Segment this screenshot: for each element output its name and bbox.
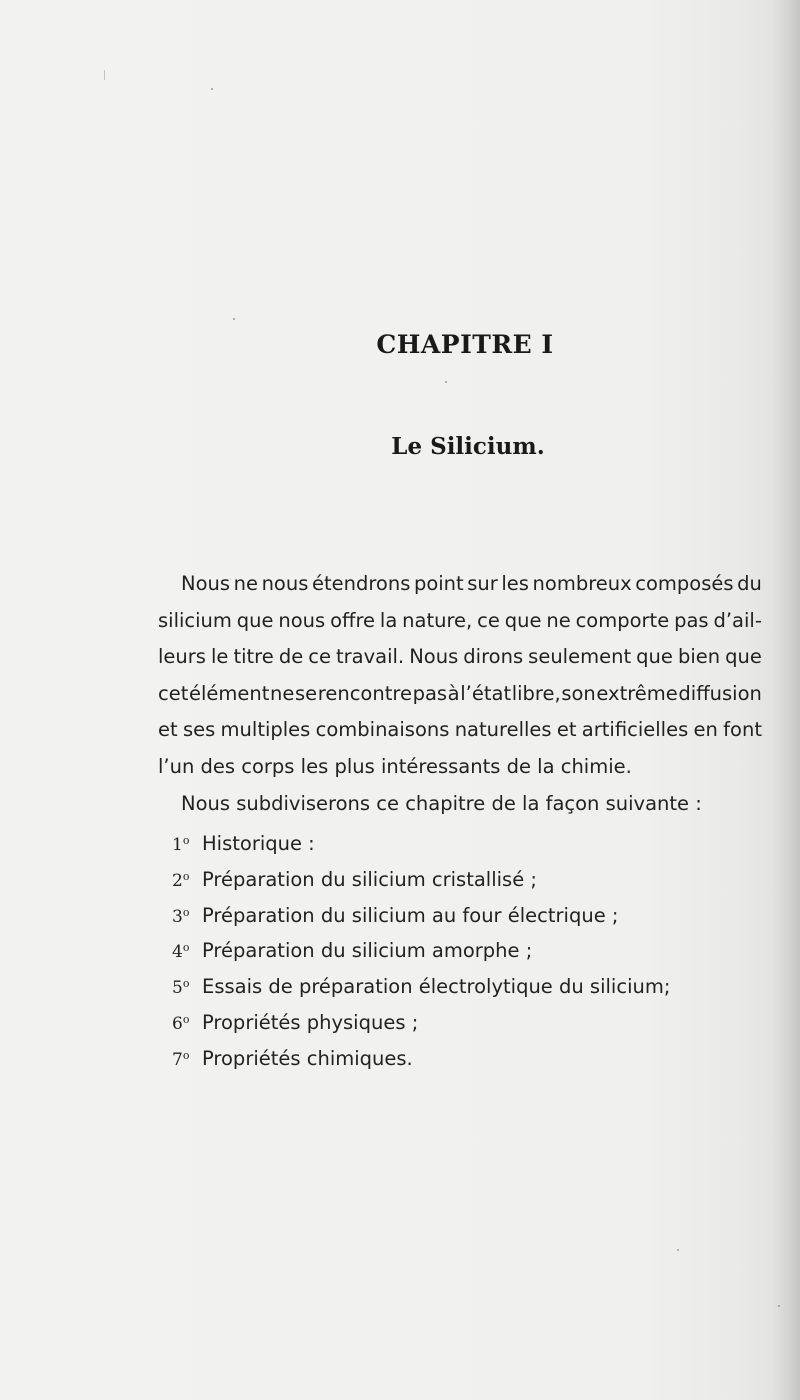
- outline-item: [172, 823, 670, 859]
- paper-speck: [445, 381, 447, 383]
- item-text: Propriétés physiques ;: [202, 1010, 419, 1034]
- word: ne: [270, 681, 295, 705]
- item-number: 1$^o$: [172, 834, 190, 855]
- word: seulement: [528, 645, 632, 669]
- paragraph-line: [158, 603, 762, 640]
- word: élément: [188, 681, 270, 705]
- item-number: 6$^o$: [172, 1012, 190, 1034]
- word: extrême: [596, 681, 678, 705]
- word: bien: [677, 645, 721, 669]
- word: font: [723, 718, 762, 742]
- chapter-outline: [172, 823, 670, 1074]
- word: Nous: [409, 645, 459, 669]
- word: leurs: [158, 645, 206, 669]
- paper-speck: [677, 1249, 679, 1251]
- word: nous: [261, 572, 309, 595]
- word: dirons: [463, 645, 524, 669]
- outline-item: [172, 930, 670, 966]
- word: nombreux: [532, 572, 632, 595]
- outline-item: [172, 1038, 670, 1074]
- word: que: [725, 645, 762, 669]
- word: combinaisons: [315, 718, 450, 742]
- paragraph-line: [158, 676, 762, 713]
- word: ses: [182, 718, 216, 742]
- outline-item: [172, 966, 670, 1002]
- word: sur: [467, 572, 498, 595]
- word: Nous: [181, 572, 231, 595]
- word: nous: [278, 608, 326, 632]
- paper-speck: [233, 318, 235, 320]
- word: de: [278, 645, 304, 669]
- word: point: [413, 572, 464, 595]
- item-text: Historique :: [202, 832, 315, 855]
- word: pas: [674, 608, 709, 632]
- word: que: [636, 645, 673, 669]
- word: et: [556, 718, 577, 742]
- item-number: 7$^o$: [172, 1048, 190, 1070]
- word: libre,: [511, 681, 561, 705]
- word: artificielles: [581, 718, 689, 742]
- outline-item: [172, 859, 670, 895]
- word: titre: [233, 645, 274, 669]
- word: multiples: [220, 718, 311, 742]
- paper-speck: [104, 70, 105, 80]
- subdivision-line: Nous subdiviserons ce chapitre de la façon suivante :: [181, 791, 702, 815]
- word: la: [379, 608, 398, 632]
- item-number: 2$^o$: [172, 869, 190, 891]
- item-number: 5$^o$: [172, 977, 190, 999]
- paragraph-line: [158, 566, 762, 603]
- word: le: [211, 645, 229, 669]
- item-number: 3$^o$: [172, 905, 190, 927]
- word: et: [158, 718, 178, 742]
- chapter-title: Le Silicium.: [391, 433, 545, 460]
- item-text: Préparation du silicium au four électrique ;: [202, 903, 619, 927]
- word: composés: [635, 572, 734, 595]
- word: ce: [308, 645, 331, 669]
- paper-speck: [211, 88, 213, 90]
- word: se: [294, 681, 318, 705]
- item-text: Essais de préparation électrolytique du silicium;: [202, 975, 671, 999]
- intro-paragraph: [158, 566, 762, 822]
- word: naturelles: [454, 718, 552, 742]
- word: pas: [412, 681, 448, 705]
- item-text: Propriétés chimiques.: [202, 1046, 413, 1070]
- word: que: [236, 608, 274, 632]
- word: que: [504, 608, 542, 632]
- paragraph-line: [158, 639, 762, 676]
- word: en: [693, 718, 718, 742]
- word: du: [737, 572, 762, 595]
- word: nature,: [402, 608, 473, 632]
- word: d’ail-: [713, 608, 762, 632]
- word: offre: [330, 608, 376, 632]
- paper-speck: [778, 1305, 780, 1307]
- word: ne: [233, 572, 258, 595]
- word: diffusion: [678, 681, 762, 705]
- word: ce: [477, 608, 500, 632]
- word: travail.: [336, 645, 405, 669]
- word: les: [501, 572, 529, 595]
- word: comporte: [575, 608, 670, 632]
- word: rencontre: [317, 681, 412, 705]
- word: silicium: [158, 608, 232, 632]
- chapter-heading: CHAPITRE I: [376, 330, 554, 359]
- item-number: 4$^o$: [172, 941, 190, 963]
- word: ne: [546, 608, 571, 632]
- outline-item: [172, 895, 670, 931]
- paragraph-last-line: l’un des corps les plus intéressants de la chimie.: [158, 754, 632, 778]
- outline-item: [172, 1002, 670, 1038]
- word: l’état: [460, 681, 512, 705]
- paragraph-line: [158, 712, 762, 749]
- word: cet: [158, 681, 189, 705]
- word: son: [561, 681, 596, 705]
- item-text: Préparation du silicium amorphe ;: [202, 939, 533, 963]
- page-edge-shadow: [772, 0, 800, 1400]
- item-text: Préparation du silicium cristallisé ;: [202, 867, 537, 891]
- word: à: [447, 681, 460, 705]
- word: étendrons: [311, 572, 411, 595]
